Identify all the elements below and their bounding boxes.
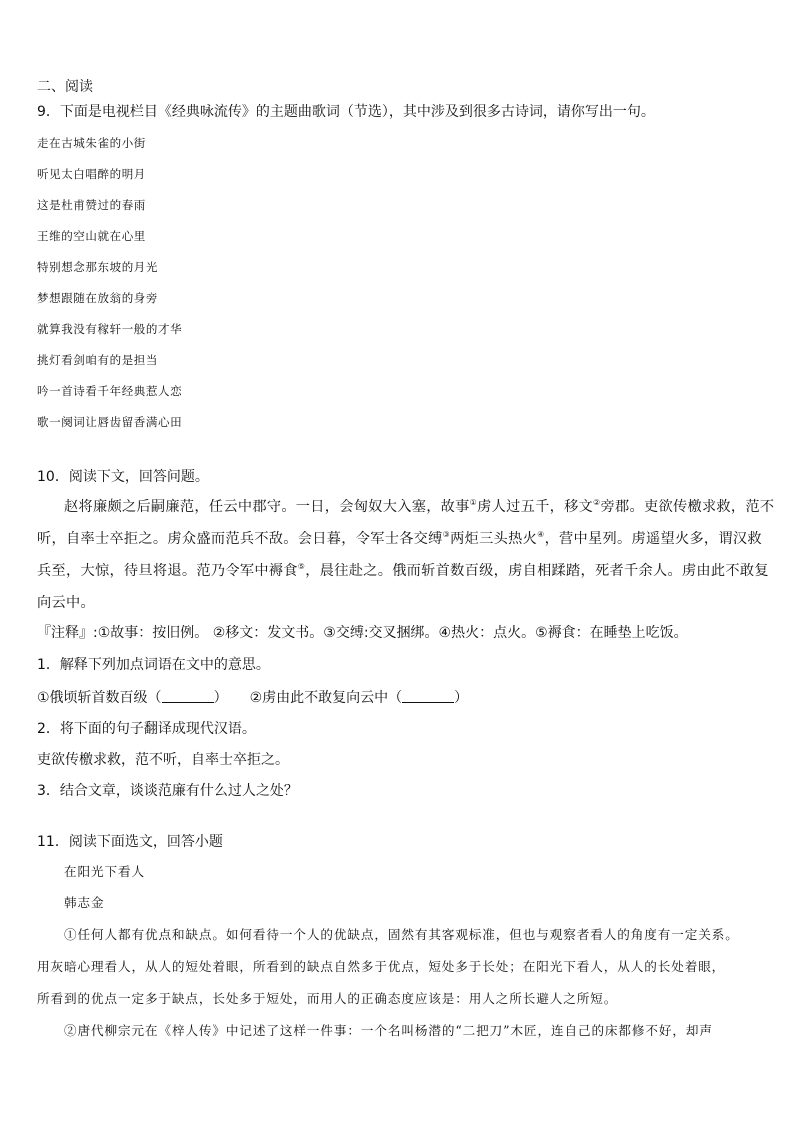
essay-line: 用灰暗心理看人，从人的短处着眼，所看到的缺点自然多于优点，短处多于长处；在阳光下看人，从人的长处着眼，	[37, 959, 726, 974]
essay-line: 所看到的优点一定多于缺点，长处多于短处，而用人的正确态度应该是：用人之所长避人之所短。	[37, 991, 618, 1006]
lyric-line: 王维的空山就在心里	[37, 229, 146, 243]
lyric-line: 歌一阕词让唇齿留香满心田	[37, 415, 183, 429]
essay-line: ②唐代柳宗元在《梓人传》中记述了这样一件事：一个名叫杨潜的“二把刀”木匠，连自己的床都修不好，却声	[64, 1023, 713, 1038]
lyric-line: 梦想跟随在放翁的身旁	[37, 291, 158, 305]
sub-question-2: 2．将下面的句子翻译成现代汉语。	[37, 721, 256, 737]
passage-line: 赵将廉颇之后嗣廉范，任云中郡守。一日，会匈奴大入塞，故事①虏人过五千，移文②旁郡。吏欲传檄求救，范不	[64, 498, 775, 515]
answer-blank[interactable]	[402, 690, 454, 703]
lyric-line: 就算我没有稼轩一般的才华	[37, 322, 183, 336]
footnote-marker: ③	[442, 530, 451, 539]
lyric-line: 走在古城朱雀的小街	[37, 136, 146, 150]
question-10-prompt: 10．阅读下文，回答问题。	[37, 469, 209, 485]
footnote-marker: ①	[469, 498, 478, 507]
sub-question-1-items: ①俄顷斩首数百级（ ） ②虏由此不敢复向云中（ ）	[37, 690, 469, 706]
annotation-notes: 『注释』:①故事：按旧例。 ②移文：发文书。③交缚:交叉捆绑。④热火：点火。⑤褥食：在睡垫上吃饭。	[37, 625, 688, 641]
sub-question-1: 1．解释下列加点词语在文中的意思。	[37, 657, 270, 673]
footnote-marker: ②	[593, 498, 601, 507]
answer-blank[interactable]	[162, 690, 214, 703]
question-11-prompt: 11．阅读下面选文，回答小题	[37, 834, 223, 850]
question-9-prompt: 9．下面是电视栏目《经典咏流传》的主题曲歌词（节选），其中涉及到很多古诗词，请你写出一句。	[37, 104, 655, 120]
essay-author: 韩志金	[64, 895, 105, 910]
footnote-marker: ⑤	[297, 562, 306, 571]
footnote-marker: ④	[537, 530, 545, 539]
lyric-line: 挑灯看剑咱有的是担当	[37, 353, 158, 367]
essay-title: 在阳光下看人	[64, 864, 145, 879]
lyric-line: 听见太白唱醉的明月	[37, 167, 146, 181]
essay-line: ①任何人都有优点和缺点。如何看待一个人的优缺点，固然有其客观标准，但也与观察者看人的角度有一定关系。	[64, 927, 739, 942]
section-title: 二、阅读	[37, 79, 93, 95]
sub-question-3: 3．结合文章，谈谈范廉有什么过人之处？	[37, 783, 298, 799]
passage-line: 兵至，大惊，待旦将退。范乃令军中褥食⑤，晨往赴之。俄而斩首数百级，虏自相蹂踏，死者千余人。虏由此不敢复	[37, 562, 769, 579]
sub-question-2-text: 吏欲传檄求救，范不听，自率士卒拒之。	[37, 752, 289, 768]
passage-line: 听，自率士卒拒之。虏众盛而范兵不敌。会日暮，令军士各交缚③两炬三头热火④，营中星列。虏遥望火多，谓汉救	[37, 530, 762, 547]
lyric-line: 这是杜甫赞过的春雨	[37, 198, 146, 212]
passage-line: 向云中。	[37, 595, 95, 611]
lyric-line: 吟一首诗看千年经典惹人恋	[37, 384, 183, 398]
lyric-line: 特别想念那东坡的月光	[37, 260, 158, 274]
